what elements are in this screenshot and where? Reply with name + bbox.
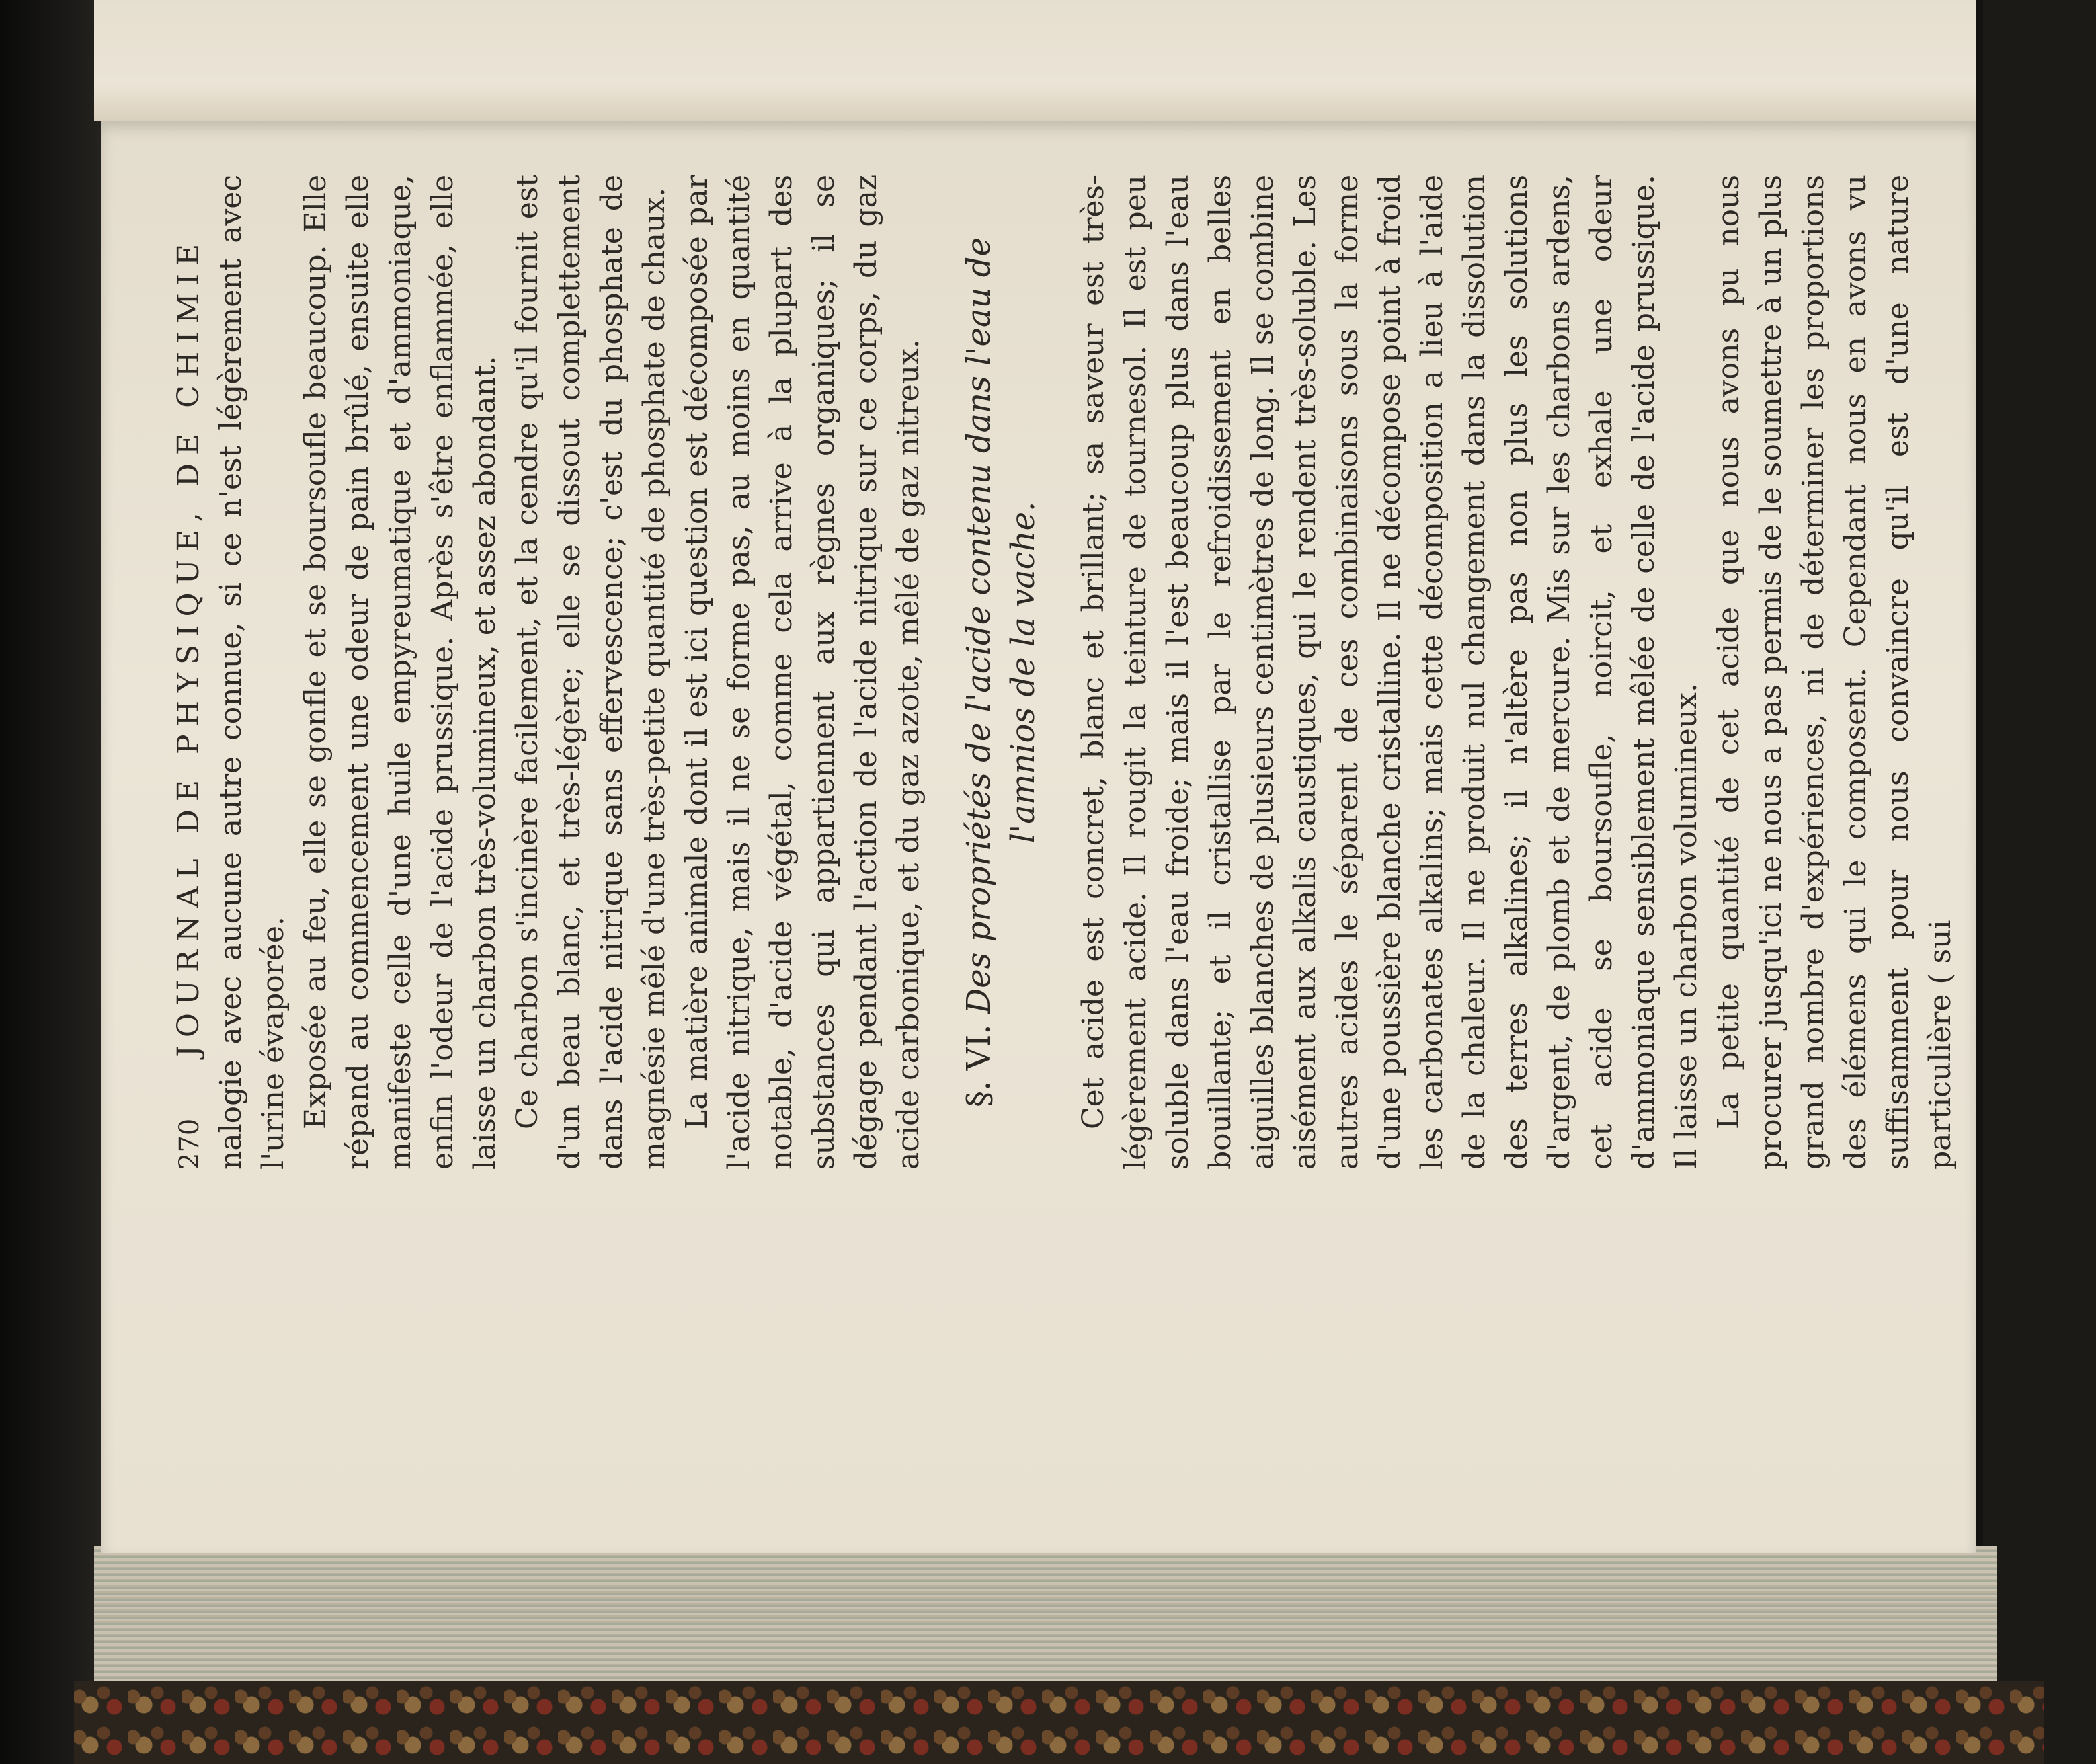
section-heading bbox=[957, 175, 1045, 1170]
paragraph: La matière animale dont il est ici question est décomposée par l'acide nitrique, mais il ne se forme pas, au moins en quantité notable, d'acide végétal, comme cela arrive à la plupart des substances qui appartiennent aux règnes organiques; il se dégage pendant l'action de l'acide nitrique sur ce corps, du gaz acide carbonique, et du gaz azote, mêlé de gaz nitreux. bbox=[680, 175, 926, 1170]
page-text-block bbox=[171, 175, 1958, 1170]
marbled-cover bbox=[74, 1681, 2044, 1764]
book-cover-edge bbox=[1983, 0, 2096, 1764]
running-head bbox=[171, 175, 206, 1170]
page-number: 270 bbox=[174, 1118, 205, 1170]
paragraph: La petite quantité de cet acide que nous avons pu nous procurer jusqu'ici ne nous a pas permis de le soumettre à un plus grand nombre d'expériences, ni de déterminer les proportions des élémens qui le composent. Cependant nous en avons vu suffisamment pour nous convaincre qu'il est d'une nature particulière ( sui bbox=[1711, 175, 1958, 1170]
book-spine bbox=[0, 0, 118, 1764]
paragraph: Exposée au feu, elle se gonfle et se boursoufle beaucoup. Elle répand au commencement une odeur de pain brûlé, ensuite elle manifeste celle d'une huile empyreumatique et d'ammoniaque, enfin l'odeur de l'acide prussique. Après s'être enflammée, elle laisse un charbon très-volumineux, et assez abondant. bbox=[298, 175, 502, 1170]
paragraph: Cet acide est concret, blanc et brillant; sa saveur est très-légèrement acide. Il rougit la teinture de tournesol. Il est peu soluble dans l'eau froide; mais il l'est beaucoup plus dans l'eau bouillante; et il cristallise par le refroidissement en belles aiguilles blanches de plusieurs centimètres de long. Il se combine aisément aux alkalis caustiques, qui le rendent très-soluble. Les autres acides le séparent de ces combinaisons sous la forme d'une poussière blanche cristalline. Il ne décompose point à froid les carbonates alkalins; mais cette décomposition a lieu à l'aide de la chaleur. Il ne produit nul changement dans la dissolution des terres alkalines; il n'altère pas non plus les solutions d'argent, de plomb et de mercure. Mis sur les charbons ardens, cet acide se boursoufle, noircit, et exhale une odeur d'ammoniaque sensiblement mêlée de celle de l'acide prussique. Il laisse un charbon volumineux. bbox=[1076, 175, 1703, 1170]
facing-page bbox=[94, 0, 1976, 121]
running-head-title: JOURNAL DE PHYSIQUE, DE CHIMIE bbox=[171, 235, 206, 1057]
section-title: Des propriétés de l'acide contenu dans l'eau de l'amnios de la vache. bbox=[960, 237, 1042, 1014]
paragraph: nalogie avec aucune autre connue, si ce n'est légèrement avec l'urine évaporée. bbox=[214, 175, 290, 1170]
page-edges bbox=[94, 1546, 1997, 1681]
section-number: §. VI. bbox=[960, 1024, 998, 1107]
paragraph: Ce charbon s'incinère facilement, et la cendre qu'il fournit est d'un beau blanc, et très-légère; elle se dissout complettement dans l'acide nitrique sans effervescence; c'est du phosphate de magnésie mêlé d'une très-petite quantité de phosphate de chaux. bbox=[510, 175, 672, 1170]
